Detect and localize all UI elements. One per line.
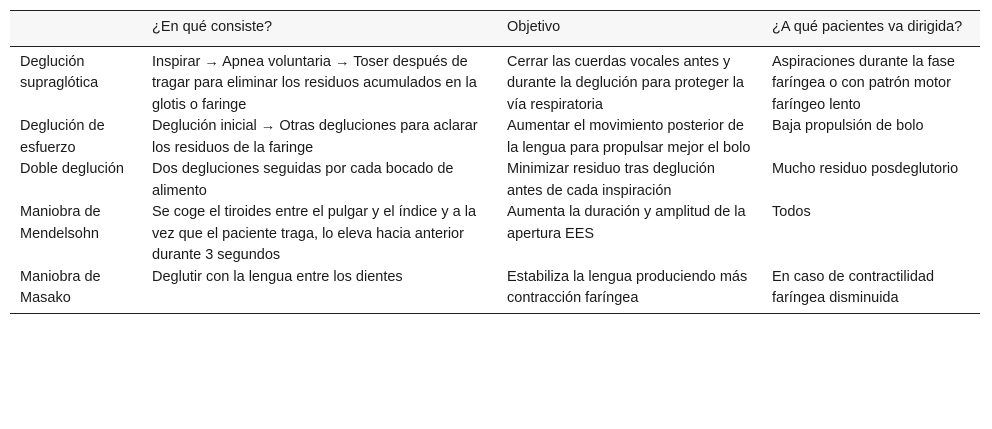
cell-objective: Aumentar el movimiento posterior de la lengua para propulsar mejor el bolo <box>507 118 751 156</box>
header-cell-maneuver <box>10 11 142 47</box>
cell-objective: Aumenta la duración y amplitud de la apertura EES <box>507 204 746 242</box>
cell-patients: Mucho residuo posdeglutorio <box>772 161 959 177</box>
header-cell-objective: Objetivo <box>497 11 762 47</box>
cell-maneuver: Deglución supraglótica <box>20 53 99 91</box>
header-cell-patients: ¿A qué pacientes va dirigida? <box>762 11 980 47</box>
cell-maneuver: Maniobra de Masako <box>10 267 142 314</box>
cell-patients: En caso de contractilidad faríngea disminuida <box>762 267 980 314</box>
cell-patients: Todos <box>772 204 811 220</box>
cell-maneuver: Doble deglución <box>20 161 124 177</box>
header-cell-description: ¿En qué consiste? <box>142 11 497 47</box>
cell-objective: Minimizar residuo tras deglución antes de cada inspiración <box>507 161 715 199</box>
cell-patients: Aspiraciones durante la fase faríngea o con patrón motor faríngeo lento <box>772 53 955 113</box>
maneuvers-table <box>10 10 980 314</box>
cell-description: Deglución inicial → Otras degluciones para aclarar los residuos de la faringe <box>152 118 478 156</box>
table-row <box>10 159 980 202</box>
cell-description: Se coge el tiroides entre el pulgar y el índice y a la vez que el paciente traga, lo eleva hacia anterior durante 3 segundos <box>152 204 477 263</box>
cell-maneuver: Deglución de esfuerzo <box>20 118 105 156</box>
cell-maneuver: Maniobra de Mendelsohn <box>20 204 101 242</box>
cell-objective: Estabiliza la lengua produciendo más contracción faríngea <box>497 267 762 314</box>
cell-patients: Baja propulsión de bolo <box>772 118 924 134</box>
cell-description: Dos degluciones seguidas por cada bocado de alimento <box>152 161 454 199</box>
cell-objective: Cerrar las cuerdas vocales antes y durante la deglución para proteger la vía respiratoria <box>507 53 744 113</box>
cell-description: Deglutir con la lengua entre los dientes <box>142 267 497 314</box>
table-row <box>10 267 980 314</box>
table-row <box>10 202 980 267</box>
table-row <box>10 116 980 159</box>
table-row <box>10 46 980 116</box>
table-header-row <box>10 11 980 47</box>
cell-description: Inspirar → Apnea voluntaria → Toser después de tragar para eliminar los residuos acumulados en la glotis o faringe <box>152 53 477 113</box>
